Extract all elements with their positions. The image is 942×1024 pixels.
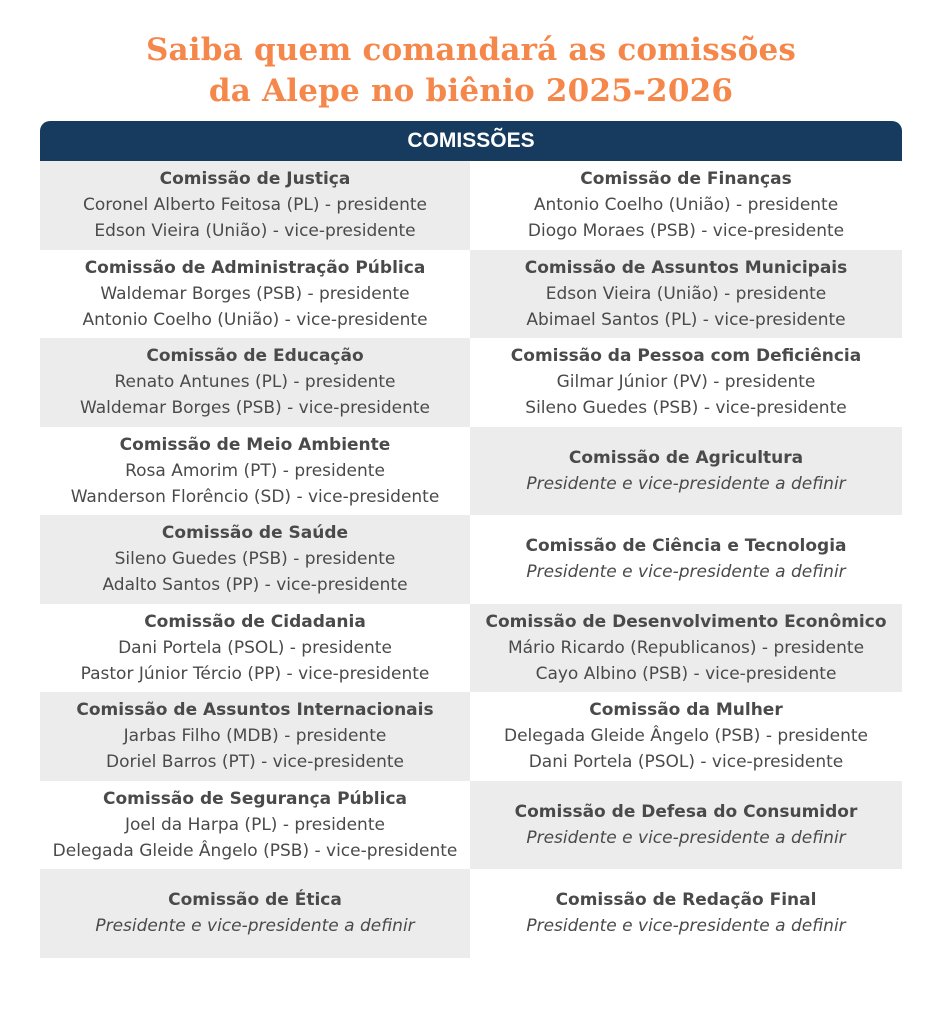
commission-name: Comissão de Assuntos Internacionais — [76, 700, 434, 721]
commission-cell — [40, 250, 470, 339]
commission-member: Diogo Moraes (PSB) - vice-presidente — [527, 221, 845, 242]
commission-cell — [470, 692, 902, 781]
commission-cell — [470, 515, 902, 604]
table-row — [40, 604, 902, 693]
commission-cell — [470, 338, 902, 427]
commission-member: Dani Portela (PSOL) - presidente — [118, 637, 392, 658]
commission-tbd: Presidente e vice-presidente a definir — [526, 473, 846, 494]
commission-name: Comissão de Administração Pública — [84, 257, 426, 278]
commission-name: Comissão de Assuntos Municipais — [524, 257, 848, 278]
commission-member: Gilmar Júnior (PV) - presidente — [556, 372, 816, 393]
commission-cell — [40, 692, 470, 781]
commission-name: Comissão da Mulher — [589, 700, 783, 721]
commission-name: Comissão da Pessoa com Deficiência — [510, 346, 862, 367]
commission-tbd: Presidente e vice-presidente a definir — [526, 827, 846, 848]
commission-member: Pastor Júnior Tércio (PP) - vice-presidente — [80, 663, 430, 684]
commission-cell — [40, 161, 470, 250]
commission-name: Comissão de Desenvolvimento Econômico — [485, 611, 887, 632]
commission-cell — [40, 338, 470, 427]
commission-cell — [40, 604, 470, 693]
table-row — [40, 427, 902, 516]
commission-cell — [470, 781, 902, 870]
table-row — [40, 869, 902, 958]
table-row — [40, 338, 902, 427]
commission-cell — [470, 427, 902, 516]
commission-name: Comissão de Saúde — [161, 523, 349, 544]
commission-name: Comissão de Defesa do Consumidor — [514, 801, 858, 822]
commission-member: Edson Vieira (União) - presidente — [545, 283, 827, 304]
commission-cell — [470, 604, 902, 693]
title-line-2: da Alepe no biênio 2025-2026 — [208, 73, 734, 109]
commission-member: Cayo Albino (PSB) - vice-presidente — [535, 663, 837, 684]
commission-member: Doriel Barros (PT) - vice-presidente — [106, 752, 404, 773]
commission-member: Delegada Gleide Ângelo (PSB) - vice-presidente — [52, 840, 458, 861]
commission-member: Abimael Santos (PL) - vice-presidente — [526, 309, 846, 330]
table-row — [40, 161, 902, 250]
commission-member: Renato Antunes (PL) - presidente — [114, 372, 396, 393]
title-line-1: Saiba quem comandará as comissões — [145, 32, 797, 68]
commission-name: Comissão de Segurança Pública — [102, 788, 408, 809]
commission-cell — [40, 869, 470, 958]
commission-member: Waldemar Borges (PSB) - vice-presidente — [80, 398, 430, 419]
table-row — [40, 250, 902, 339]
table-row — [40, 781, 902, 870]
commissions-table — [40, 161, 902, 958]
commission-member: Coronel Alberto Feitosa (PL) - presidente — [82, 195, 427, 216]
commission-cell — [470, 869, 902, 958]
commission-tbd: Presidente e vice-presidente a definir — [526, 562, 846, 583]
commission-cell — [470, 250, 902, 339]
commission-cell — [40, 427, 470, 516]
commission-cell — [470, 161, 902, 250]
commission-cell — [40, 781, 470, 870]
page-title — [0, 30, 942, 112]
table-row — [40, 692, 902, 781]
commission-name: Comissão de Finanças — [580, 169, 792, 190]
commission-member: Rosa Amorim (PT) - presidente — [125, 460, 385, 481]
commission-member: Mário Ricardo (Republicanos) - presidente — [507, 637, 865, 658]
commission-name: Comissão de Meio Ambiente — [119, 434, 391, 455]
commission-name: Comissão de Agricultura — [568, 447, 804, 468]
commission-member: Sileno Guedes (PSB) - presidente — [114, 549, 396, 570]
commission-member: Joel da Harpa (PL) - presidente — [125, 814, 385, 835]
table-row — [40, 515, 902, 604]
commission-member: Antonio Coelho (União) - presidente — [533, 195, 839, 216]
commission-member: Sileno Guedes (PSB) - vice-presidente — [525, 398, 847, 419]
commission-member: Jarbas Filho (MDB) - presidente — [123, 726, 387, 747]
commission-name: Comissão de Redação Final — [555, 890, 817, 911]
commission-member: Waldemar Borges (PSB) - presidente — [100, 283, 410, 304]
commission-name: Comissão de Ciência e Tecnologia — [525, 536, 847, 557]
commission-name: Comissão de Justiça — [159, 169, 351, 190]
commission-tbd: Presidente e vice-presidente a definir — [526, 916, 846, 937]
commission-cell — [40, 515, 470, 604]
commission-member: Dani Portela (PSOL) - vice-presidente — [528, 752, 844, 773]
commission-member: Antonio Coelho (União) - vice-presidente — [82, 309, 428, 330]
commission-member: Wanderson Florêncio (SD) - vice-presidente — [70, 486, 440, 507]
commission-member: Delegada Gleide Ângelo (PSB) - presidente — [504, 726, 868, 747]
commission-name: Comissão de Cidadania — [144, 611, 366, 632]
table-header: COMISSÕES — [40, 121, 902, 161]
commission-name: Comissão de Ética — [168, 890, 342, 911]
commission-member: Adalto Santos (PP) - vice-presidente — [102, 575, 408, 596]
commission-tbd: Presidente e vice-presidente a definir — [95, 916, 415, 937]
commission-member: Edson Vieira (União) - vice-presidente — [94, 221, 416, 242]
commission-name: Comissão de Educação — [146, 346, 364, 367]
